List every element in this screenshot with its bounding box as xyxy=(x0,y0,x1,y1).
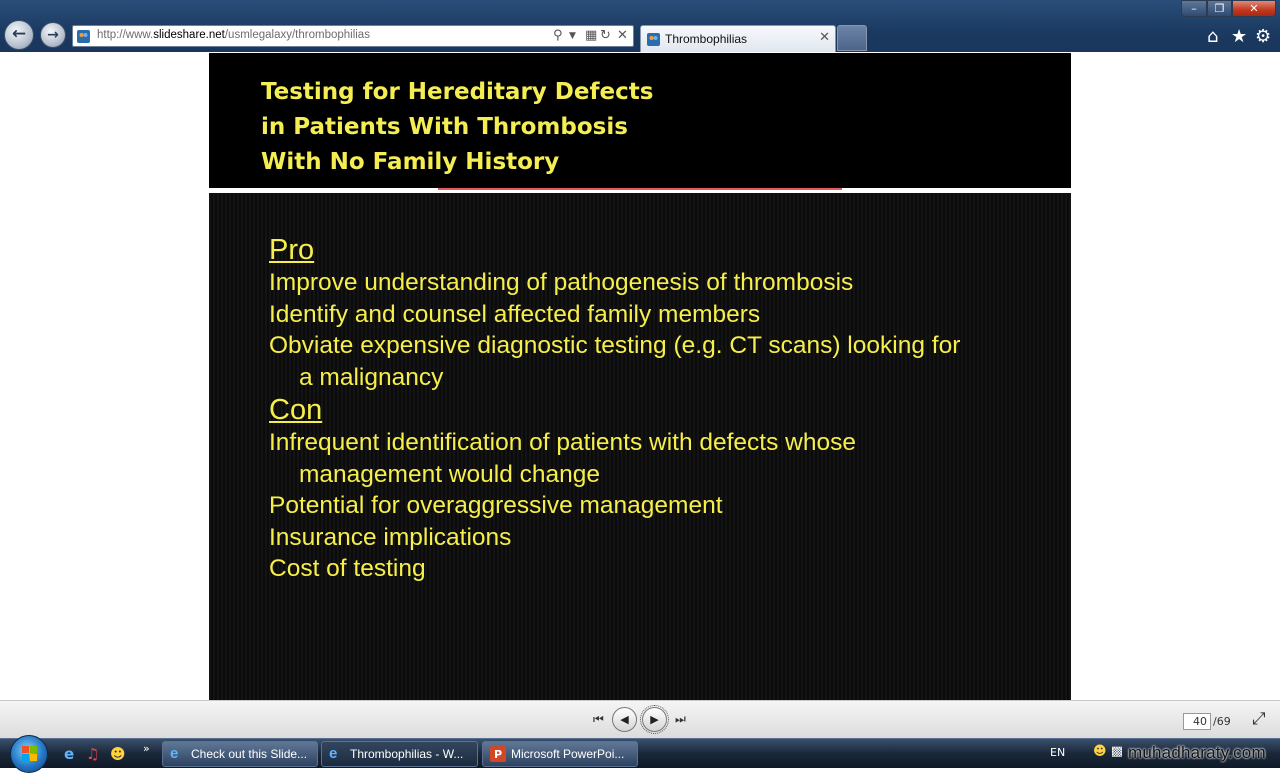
slide-accent-line xyxy=(438,188,842,190)
url-text[interactable] xyxy=(97,29,370,41)
internet-explorer-icon: e xyxy=(170,745,179,762)
internet-explorer-quicklaunch-icon[interactable]: e xyxy=(64,745,75,763)
taskbar-button-label: Thrombophilias - W... xyxy=(350,747,464,761)
browser-chrome xyxy=(0,0,1280,52)
slide-title xyxy=(261,75,653,180)
taskbar-button-powerpoint[interactable] xyxy=(482,741,638,767)
url-path: /usmlegalaxy/thrombophilias xyxy=(224,29,370,41)
con-item: Potential for overaggressive management xyxy=(269,492,723,519)
window-controls xyxy=(1181,0,1276,18)
previous-icon: ◀ xyxy=(620,713,629,726)
slide-title-line: With No Family History xyxy=(261,149,560,175)
con-item: Insurance implications xyxy=(269,523,512,551)
pro-item: Obviate expensive diagnostic testing (e.g. CT scans) looking for xyxy=(269,332,961,359)
quicklaunch-overflow-icon[interactable]: » xyxy=(143,742,150,755)
con-item: Cost of testing xyxy=(269,555,426,582)
taskbar-button-label: Microsoft PowerPoi... xyxy=(511,747,625,761)
url-domain: slideshare.net xyxy=(153,29,225,41)
con-item-continuation: management would change xyxy=(299,460,601,488)
taskbar-button-label: Check out this Slide... xyxy=(191,747,308,761)
messenger-tray-icon[interactable]: ☻ xyxy=(1093,744,1107,759)
svg-text:P: P xyxy=(494,748,503,761)
slide-text xyxy=(269,233,1059,585)
page-total: /69 xyxy=(1213,715,1231,728)
slideshow-player-bar xyxy=(0,700,1280,738)
taskbar xyxy=(0,738,1280,768)
window-close-button[interactable]: ✕ xyxy=(1232,0,1276,17)
tools-gear-icon[interactable]: ⚙ xyxy=(1255,26,1272,47)
tab-thrombophilias[interactable] xyxy=(640,25,836,52)
back-button[interactable] xyxy=(4,20,34,50)
address-bar[interactable] xyxy=(72,25,634,47)
home-icon[interactable]: ⌂ xyxy=(1207,26,1219,47)
slide-title-line: in Patients With Thrombosis xyxy=(261,114,628,140)
tab-title: Thrombophilias xyxy=(665,32,748,46)
internet-explorer-icon: e xyxy=(329,745,338,762)
pro-heading: Pro xyxy=(269,234,315,266)
next-icon: ▶ xyxy=(650,713,659,726)
slide-body xyxy=(209,193,1071,700)
slideshare-favicon-icon xyxy=(77,30,90,43)
search-icon[interactable]: ⚲ xyxy=(553,28,563,43)
taskbar-button-slideshare[interactable] xyxy=(162,741,318,767)
new-tab-button[interactable] xyxy=(837,25,867,51)
compatibility-view-icon[interactable]: ▦ xyxy=(585,28,598,43)
url-prefix: http://www. xyxy=(97,29,154,41)
pro-item-continuation: a malignancy xyxy=(299,363,444,391)
stop-icon[interactable]: ✕ xyxy=(617,28,628,43)
windows-logo-icon xyxy=(21,745,38,762)
network-tray-icon[interactable]: ▩ xyxy=(1110,744,1123,759)
pro-item: Improve understanding of pathogenesis of thrombosis xyxy=(269,269,854,296)
messenger-quicklaunch-icon[interactable]: ☻ xyxy=(110,745,126,763)
restore-button[interactable]: ❐ xyxy=(1207,0,1232,17)
first-slide-icon[interactable]: ⏮ xyxy=(593,712,604,726)
slide-title-area xyxy=(209,53,1071,188)
forward-button[interactable] xyxy=(40,22,66,48)
slideshare-tab-favicon-icon xyxy=(647,33,660,46)
powerpoint-icon xyxy=(490,746,506,762)
start-button[interactable] xyxy=(10,735,48,773)
favorites-star-icon[interactable]: ★ xyxy=(1231,26,1248,47)
system-tray xyxy=(1093,744,1123,759)
tab-close-icon[interactable]: ✕ xyxy=(819,30,830,45)
minimize-button[interactable]: – xyxy=(1181,0,1207,17)
language-indicator[interactable]: EN xyxy=(1050,746,1066,759)
dropdown-arrow-icon[interactable]: ▼ xyxy=(569,31,576,41)
slide-title-line: Testing for Hereditary Defects xyxy=(261,79,654,105)
taskbar-button-thrombophilias[interactable] xyxy=(321,741,478,767)
next-slide-button[interactable] xyxy=(642,707,667,732)
exit-fullscreen-icon[interactable]: ⤢ xyxy=(1252,709,1266,729)
con-item: Infrequent identification of patients with defects whose xyxy=(269,429,856,456)
refresh-icon[interactable]: ↻ xyxy=(600,28,611,43)
previous-slide-button[interactable] xyxy=(612,707,637,732)
media-quicklaunch-icon[interactable]: ♫ xyxy=(86,745,100,763)
pro-item: Identify and counsel affected family members xyxy=(269,300,761,328)
forward-arrow-icon: → xyxy=(47,27,59,43)
page-number-input[interactable]: 40 xyxy=(1183,713,1211,730)
back-arrow-icon: ← xyxy=(11,24,27,44)
watermark: muhadharaty.com xyxy=(1128,743,1266,762)
con-heading: Con xyxy=(269,394,323,426)
last-slide-icon[interactable]: ⏭ xyxy=(675,712,686,726)
